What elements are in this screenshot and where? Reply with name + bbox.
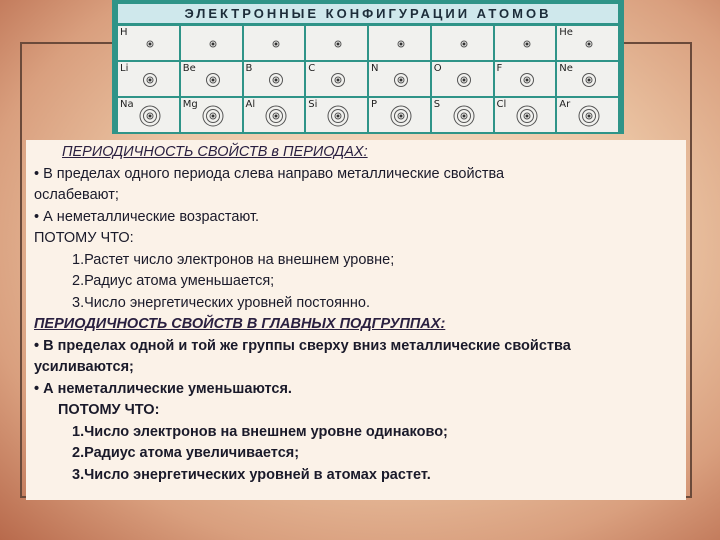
electron-shell-icon [197, 68, 229, 92]
electron-shell-icon [448, 32, 480, 56]
atom-cell [557, 98, 618, 132]
groups-point-1a: • В пределах одной и той же группы сверху вниз металлические свойства [34, 337, 571, 354]
periods-point-1b: ослабевают; [34, 187, 119, 203]
atom-symbol: Ar [559, 99, 571, 110]
atom-cell [369, 26, 430, 60]
atom-cell [495, 62, 556, 96]
atom-symbol: Cl [496, 99, 507, 110]
atom-symbol: Be [182, 63, 196, 74]
because-label-2: ПОТОМУ ЧТО: [58, 402, 160, 418]
groups-reason-3: 3.Число энергетических уровней в атомах растет. [72, 466, 431, 483]
main-text [34, 142, 674, 486]
atom-symbol: B [245, 63, 253, 74]
atom-symbol: He [559, 27, 573, 38]
atom-cell [369, 62, 430, 96]
electron-shell-icon [322, 104, 354, 128]
atom-cell [432, 62, 493, 96]
atom-symbol: O [433, 63, 442, 74]
atom-symbol: Al [245, 99, 256, 110]
electron-shell-icon [260, 32, 292, 56]
electron-shell-icon [573, 104, 605, 128]
groups-point-2: • А неметаллические уменьшаются. [34, 380, 292, 397]
atom-cell [495, 26, 556, 60]
atom-cell [306, 26, 367, 60]
atom-cell [495, 98, 556, 132]
groups-reason-2: 2.Радиус атома увеличивается; [72, 445, 300, 461]
electron-shell-icon [385, 32, 417, 56]
periods-reason-2: 2.Радиус атома уменьшается; [72, 273, 275, 289]
atom-symbol: Si [308, 99, 318, 110]
atom-cell [181, 62, 242, 96]
electron-shell-icon [511, 68, 543, 92]
because-label-1: ПОТОМУ ЧТО: [34, 230, 134, 246]
electron-shell-icon [385, 104, 417, 128]
atom-cell [118, 26, 179, 60]
atom-symbol: Mg [182, 99, 198, 110]
atom-symbol: Li [120, 63, 129, 74]
atom-cell [118, 98, 179, 132]
atom-grid [118, 26, 618, 132]
periods-point-2: • А неметаллические возрастают. [34, 208, 260, 225]
atom-cell [557, 26, 618, 60]
electron-shell-icon [573, 68, 605, 92]
atom-cell [244, 62, 305, 96]
atom-cell [306, 62, 367, 96]
atom-cell [181, 98, 242, 132]
electron-shell-icon [197, 32, 229, 56]
electron-shell-icon [134, 32, 166, 56]
atom-cell [244, 26, 305, 60]
electron-shell-icon [197, 104, 229, 128]
atom-cell [432, 26, 493, 60]
electron-shell-icon [511, 104, 543, 128]
atom-symbol: Na [120, 99, 134, 110]
electron-shell-icon [260, 104, 292, 128]
atom-configuration-table [112, 0, 624, 134]
atom-symbol: H [120, 27, 128, 38]
periods-point-1a: • В пределах одного периода слева направо металлические свойства [34, 165, 505, 182]
electron-shell-icon [134, 68, 166, 92]
atom-symbol: Ne [559, 63, 573, 74]
atom-symbol: N [371, 63, 379, 74]
atom-symbol: P [371, 99, 378, 110]
atom-cell [244, 98, 305, 132]
atom-cell [181, 26, 242, 60]
electron-shell-icon [448, 68, 480, 92]
periods-reason-1: 1.Растет число электронов на внешнем уровне; [72, 251, 395, 268]
electron-shell-icon [385, 68, 417, 92]
atom-symbol: F [496, 63, 503, 74]
electron-shell-icon [260, 68, 292, 92]
electron-shell-icon [322, 68, 354, 92]
heading-groups: ПЕРИОДИЧНОСТЬ СВОЙСТВ В ГЛАВНЫХ ПОДГРУППАХ: [34, 316, 446, 332]
atom-cell [432, 98, 493, 132]
electron-shell-icon [573, 32, 605, 56]
electron-shell-icon [134, 104, 166, 128]
electron-shell-icon [448, 104, 480, 128]
electron-shell-icon [511, 32, 543, 56]
groups-reason-1: 1.Число электронов на внешнем уровне одинаково; [72, 423, 448, 440]
electron-shell-icon [322, 32, 354, 56]
atom-cell [306, 98, 367, 132]
heading-periods: ПЕРИОДИЧНОСТЬ СВОЙСТВ в ПЕРИОДАХ: [62, 144, 368, 160]
atom-symbol: C [308, 63, 316, 74]
atom-symbol: S [433, 99, 441, 110]
atom-cell [557, 62, 618, 96]
periods-reason-3: 3.Число энергетических уровней постоянно. [72, 294, 371, 311]
groups-point-1b: усиливаются; [34, 359, 134, 375]
atom-cell [369, 98, 430, 132]
atom-cell [118, 62, 179, 96]
atom-table-title: ЭЛЕКТРОННЫЕ КОНФИГУРАЦИИ АТОМОВ [118, 4, 618, 23]
